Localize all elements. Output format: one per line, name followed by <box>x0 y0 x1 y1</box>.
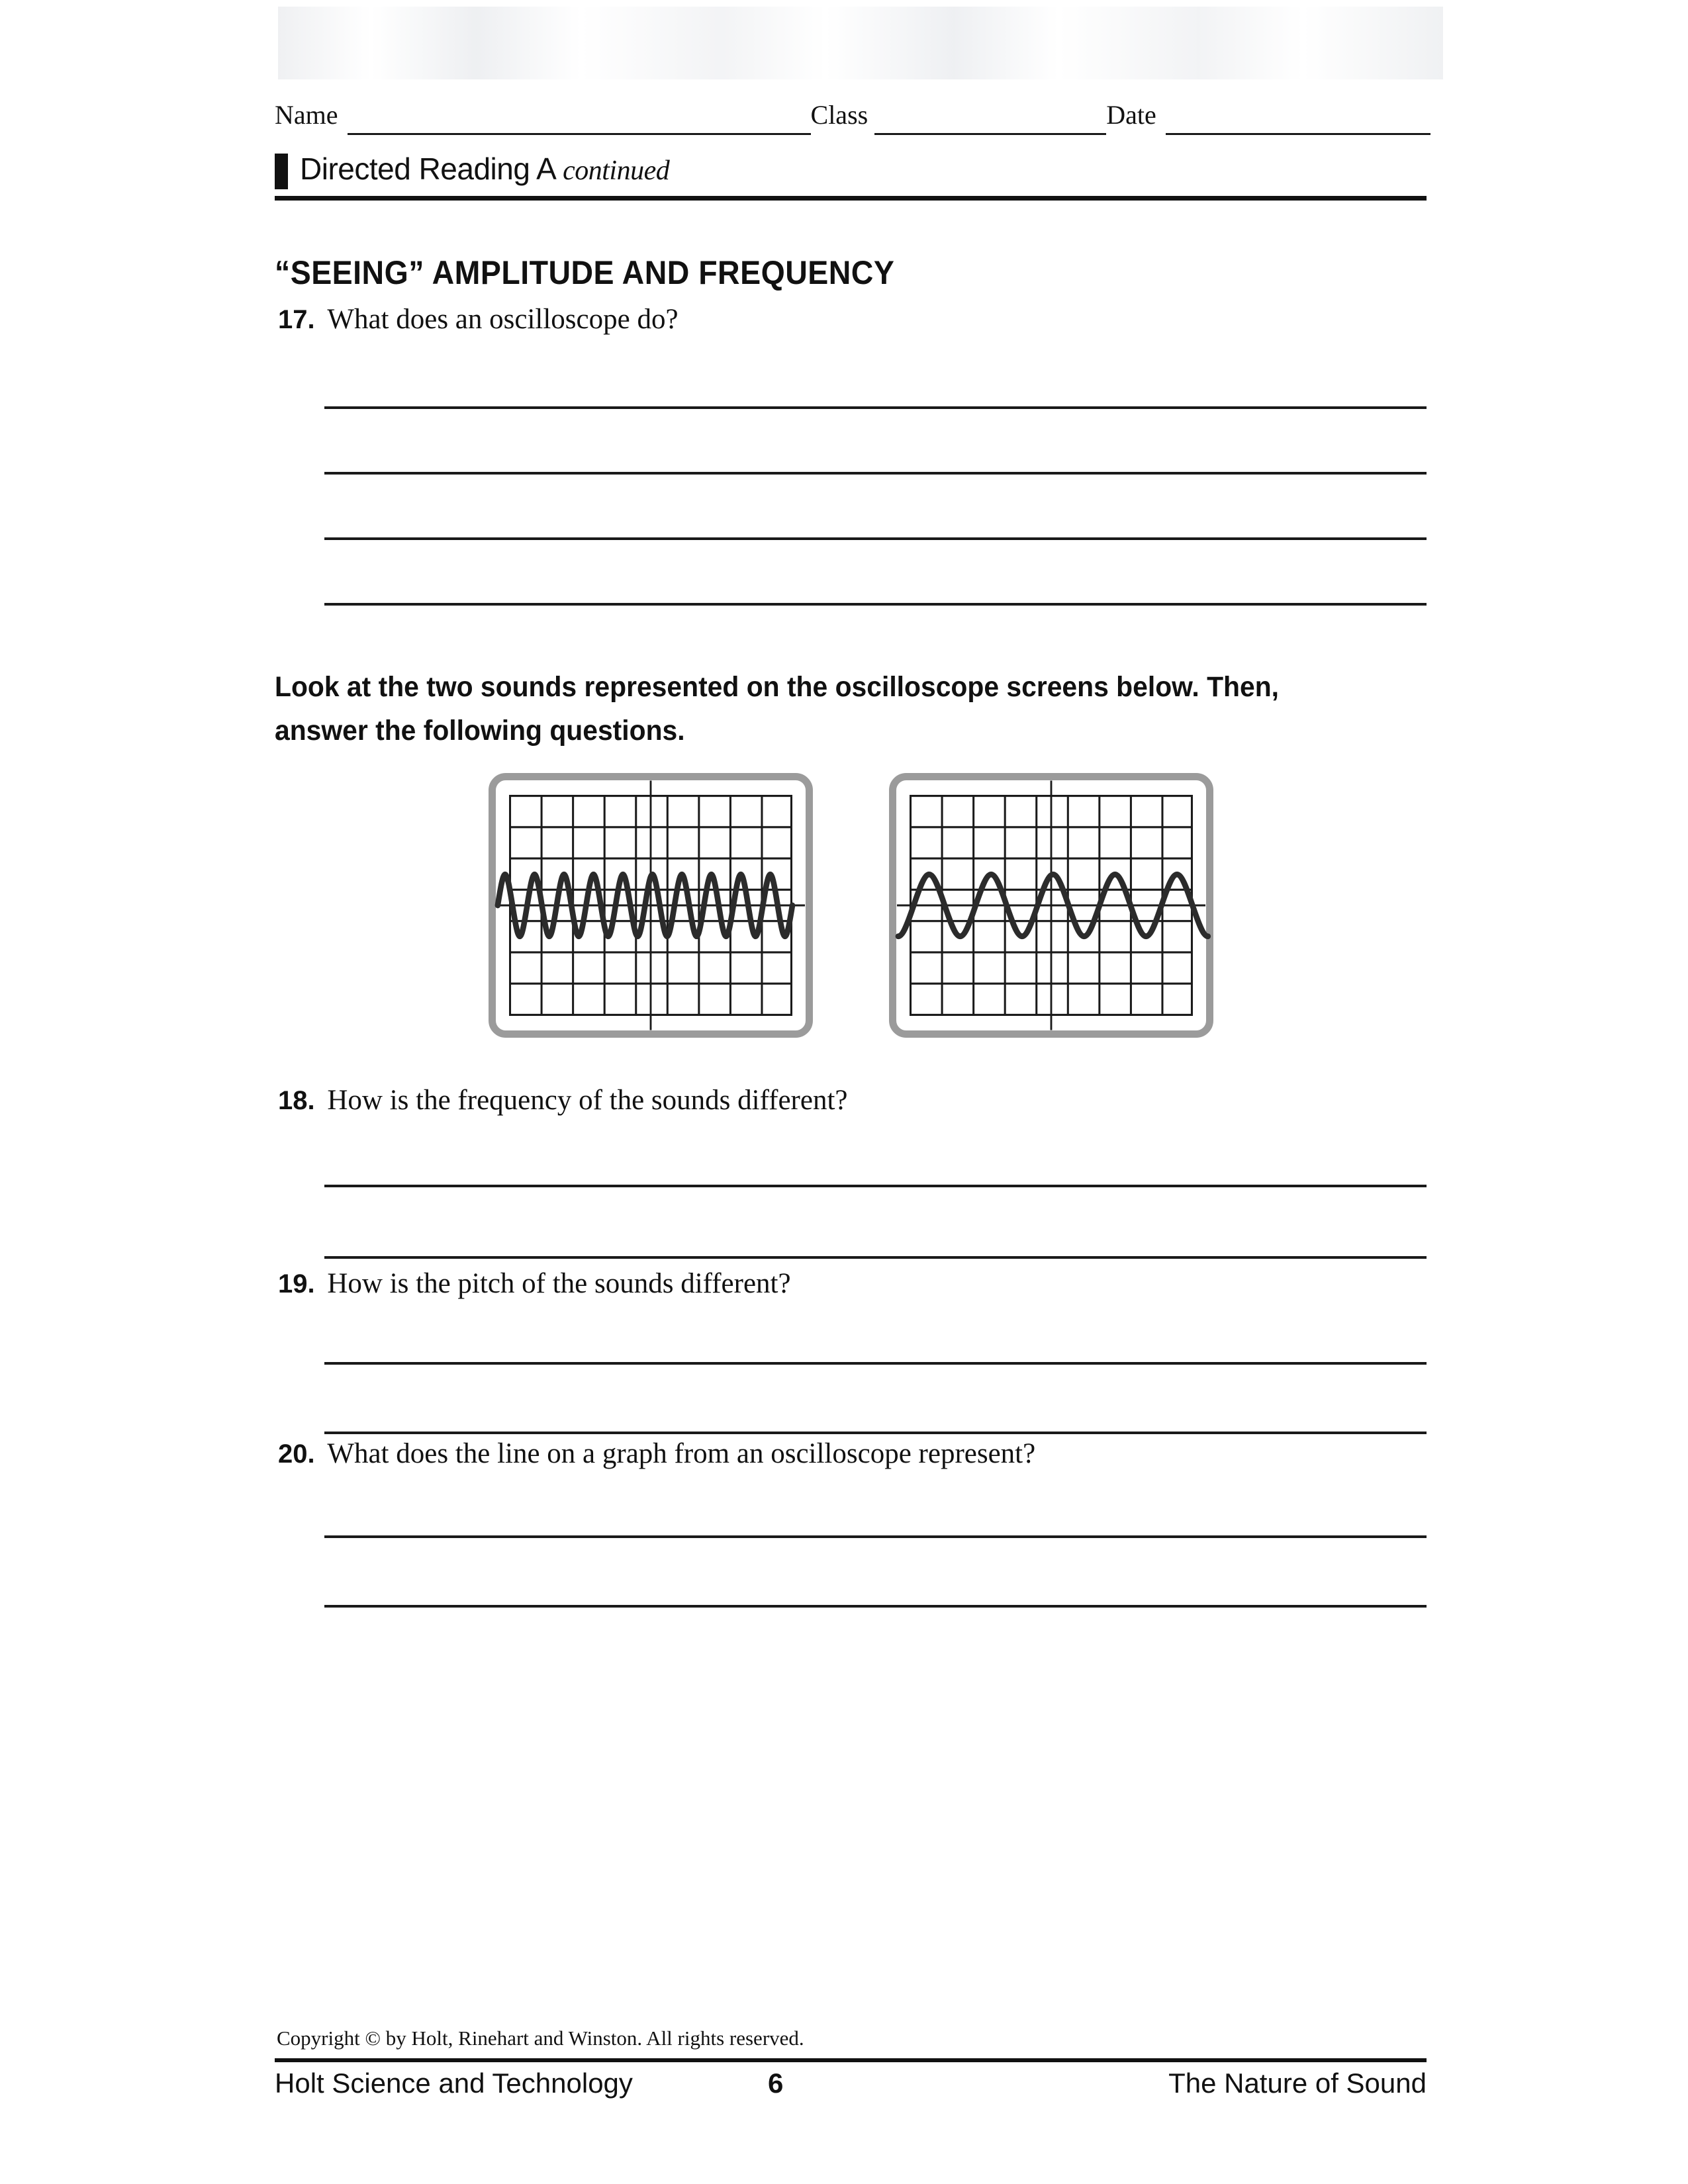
answer-line[interactable] <box>324 537 1427 540</box>
instruction-text: Look at the two sounds represented on the oscilloscope screens below. Then, answer the following questions. <box>275 671 1280 747</box>
question-18 <box>278 1084 847 1116</box>
footer-rule <box>275 2058 1427 2062</box>
question-17 <box>278 303 679 336</box>
question-18-number: 18. <box>278 1086 315 1115</box>
running-head-title: Directed Reading A <box>300 152 555 186</box>
section-heading: “SEEING” AMPLITUDE AND FREQUENCY <box>275 254 895 291</box>
oscilloscope-left-display <box>509 795 792 1016</box>
student-info-row <box>275 99 1427 139</box>
date-input-line[interactable] <box>1166 133 1430 135</box>
question-17-number: 17. <box>278 305 315 334</box>
oscilloscope-right-display <box>910 795 1193 1016</box>
question-20 <box>278 1437 1035 1470</box>
footer-page-number: 6 <box>768 2068 784 2099</box>
question-19 <box>278 1267 791 1300</box>
oscilloscope-left-waveform-svg <box>509 795 792 1016</box>
footer-book-title: Holt Science and Technology <box>275 2068 633 2099</box>
class-input-line[interactable] <box>874 133 1106 135</box>
oscilloscope-screen-right <box>889 773 1213 1038</box>
oscilloscope-screen-left <box>489 773 813 1038</box>
date-label: Date <box>1106 100 1156 130</box>
question-18-text: How is the frequency of the sounds different? <box>327 1085 848 1116</box>
running-head-rule <box>275 196 1427 201</box>
name-label: Name <box>275 100 338 130</box>
question-17-text: What does an oscilloscope do? <box>327 304 679 335</box>
answer-line[interactable] <box>324 472 1427 475</box>
question-19-number: 19. <box>278 1269 315 1298</box>
running-head-continued: continued <box>563 156 670 186</box>
answer-line[interactable] <box>324 1605 1427 1608</box>
answer-line[interactable] <box>324 406 1427 409</box>
answer-line[interactable] <box>324 1432 1427 1434</box>
class-label: Class <box>810 100 868 130</box>
question-20-number: 20. <box>278 1439 315 1469</box>
running-head-accent-bar <box>275 154 288 189</box>
answer-line[interactable] <box>324 1535 1427 1538</box>
answer-line[interactable] <box>324 1362 1427 1365</box>
question-19-text: How is the pitch of the sounds different? <box>327 1268 791 1299</box>
answer-line[interactable] <box>324 1256 1427 1259</box>
footer-chapter-title: The Nature of Sound <box>1168 2068 1427 2099</box>
running-head-text <box>300 151 669 187</box>
answer-line[interactable] <box>324 1185 1427 1187</box>
footer-row <box>275 2068 1427 2107</box>
answer-line[interactable] <box>324 603 1427 606</box>
question-20-text: What does the line on a graph from an oscilloscope represent? <box>327 1438 1036 1469</box>
copyright-notice: Copyright © by Holt, Rinehart and Winston. All rights reserved. <box>277 2026 804 2050</box>
name-input-line[interactable] <box>348 133 811 135</box>
oscilloscope-right-waveform-svg <box>910 795 1193 1016</box>
running-head <box>275 151 1427 203</box>
